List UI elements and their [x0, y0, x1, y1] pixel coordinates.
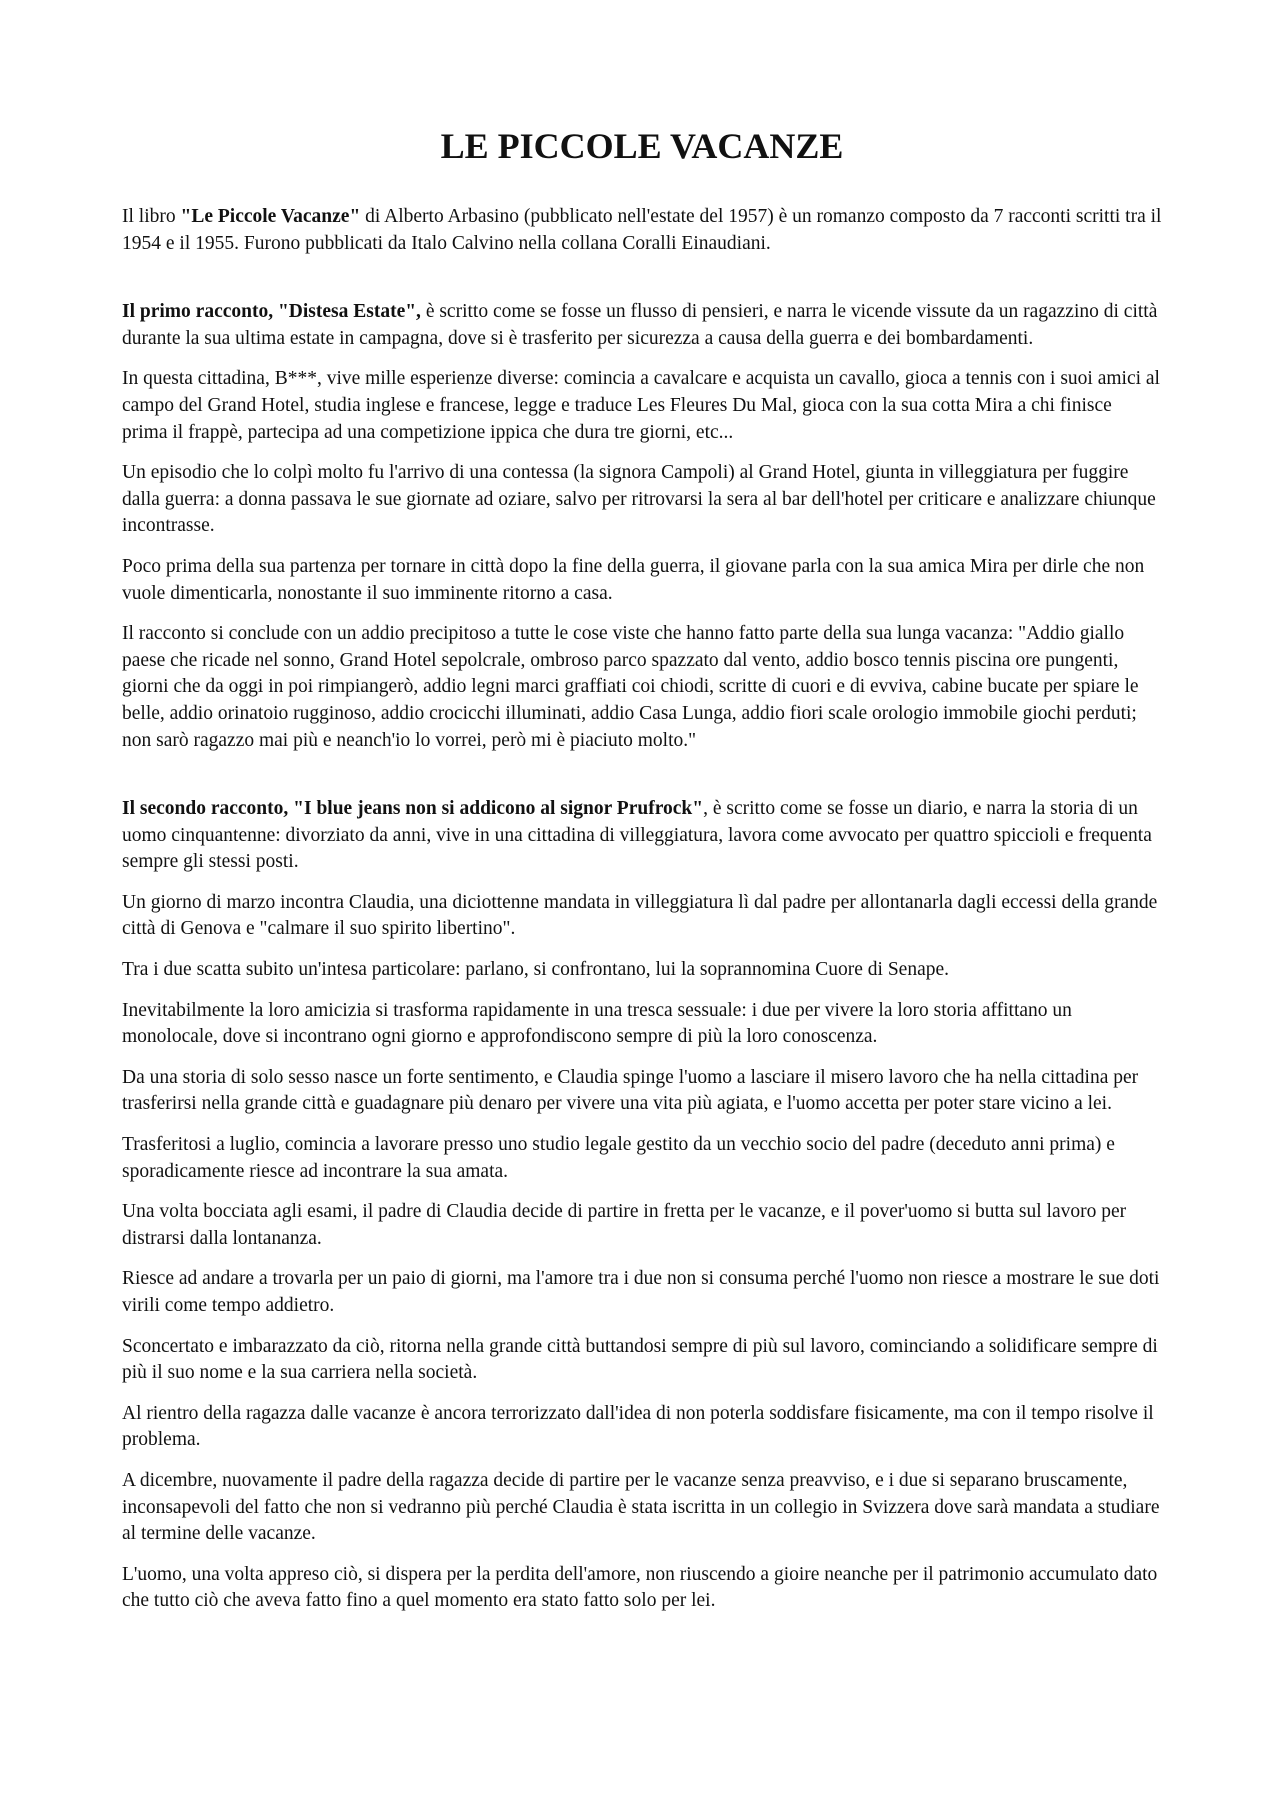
book-title-bold: "Le Piccole Vacanze" — [180, 206, 361, 227]
intro-paragraph — [122, 204, 1162, 257]
section1-lead-bold: Il primo racconto, "Distesa Estate", — [122, 301, 421, 323]
section1-paragraph: Poco prima della sua partenza per tornare in città dopo la fine della guerra, il giovane parla con la sua amica Mira per dirle che non vuole dimenticarla, nonostante il suo imminente ritorno a casa. — [122, 555, 1145, 604]
section1-paragraph: Il racconto si conclude con un addio precipitoso a tutte le cose viste che hanno fatto parte della sua lunga vacanza: "Addio giallo paese che ricade nel sonno, Grand Hotel sepolcrale, ombroso parco spazzato dal vento, addio bosco tennis piscina ore pungenti, giorni che da oggi in poi rimpiangerò, addio legni marci graffiati coi chiodi, scritte di cuori e di evviva, cabine bucate per spiare le belle, addio orinatoio rugginoso, addio crocicchi illuminati, addio Casa Lunga, addio fiori scale orologio immobile giochi perduti; non sarò ragazzo mai più e neanch'io lo vorrei, però mi è piaciuto molto." — [122, 623, 1139, 751]
intro-text-rest: di Alberto Arbasino (pubblicato nell'estate del 1957) è un romanzo composto da 7 racconti scritti tra il 1954 e il 1955. Furono pubblicati da Italo Calvino nella collana Coralli Einaudiani. — [122, 206, 1162, 254]
section2-paragraph: Al rientro della ragazza dalle vacanze è ancora terrorizzato dall'idea di non poterla soddisfare fisicamente, ma con il tempo risolve il problema. — [122, 1402, 1154, 1451]
document-title: LE PICCOLE VACANZE — [440, 126, 844, 166]
section2-paragraph: Una volta bocciata agli esami, il padre di Claudia decide di partire in fretta per le vacanze, e il pover'uomo si butta sul lavoro per distrarsi dalla lontananza. — [122, 1201, 1127, 1249]
section2-paragraph: Tra i due scatta subito un'intesa particolare: parlano, si confrontano, lui la soprannomina Cuore di Senape. — [122, 959, 949, 981]
section2-paragraph: Riesce ad andare a trovarla per un paio di giorni, ma l'amore tra i due non si consuma perché l'uomo non riesce a mostrare le sue doti virili come tempo addietro. — [122, 1268, 1160, 1316]
section2-lead-paragraph — [122, 796, 1162, 876]
section2-lead-bold: Il secondo racconto, "I blue jeans non si addicono al signor Prufrock" — [122, 798, 704, 820]
section2-paragraph: Inevitabilmente la loro amicizia si trasforma rapidamente in una tresca sessuale: i due per vivere la loro storia affittano un monolocale, dove si incontrano ogni giorno e approfondiscono sempre di più la loro conoscenza. — [122, 999, 1072, 1048]
section2-paragraph: Da una storia di solo sesso nasce un forte sentimento, e Claudia spinge l'uomo a lasciare il misero lavoro che ha nella cittadina per trasferirsi nella grande città e guadagnare più denaro per vivere una vita più agiata, e l'uomo accetta per poter stare vicino a lei. — [122, 1066, 1139, 1115]
section1-lead-paragraph — [122, 299, 1162, 352]
section2-paragraph: A dicembre, nuovamente il padre della ragazza decide di partire per le vacanze senza preavviso, e i due si separano bruscamente, inconsapevoli del fatto che non si vedranno più perché Claudia è stata iscritta in un collegio in Svizzera dove sarà mandata a studiare al termine delle vacanze. — [122, 1469, 1160, 1545]
document-body — [122, 204, 1162, 1629]
section2-paragraph: Trasferitosi a luglio, comincia a lavorare presso uno studio legale gestito da un vecchio socio del padre (deceduto anni prima) e sporadicamente riesce ad incontrare la sua amata. — [122, 1134, 1115, 1182]
section1-paragraph: Un episodio che lo colpì molto fu l'arrivo di una contessa (la signora Campoli) al Grand Hotel, giunta in villeggiatura per fuggire dalla guerra: a donna passava le sue giornate ad oziare, salvo per ritrovarsi la sera al bar dell'hotel per criticare e analizzare chiunque incontrasse. — [122, 462, 1156, 537]
section2-paragraph: Sconcertato e imbarazzato da ciò, ritorna nella grande città buttandosi sempre di più sul lavoro, cominciando a solidificare sempre di più il suo nome e la sua carriera nella società. — [122, 1335, 1158, 1384]
section2-paragraph: L'uomo, una volta appreso ciò, si dispera per la perdita dell'amore, non riuscendo a gioire neanche per il patrimonio accumulato dato che tutto ciò che aveva fatto fino a quel momento era stato fatto solo per lei. — [122, 1563, 1158, 1612]
section2-paragraph: Un giorno di marzo incontra Claudia, una diciottenne mandata in villeggiatura lì dal padre per allontanarla dagli eccessi della grande città di Genova e "calmare il suo spirito libertino". — [122, 891, 1158, 940]
section2-lead-text: , è scritto come se fosse un diario, e narra la storia di un uomo cinquantenne: divorziato da anni, vive in una cittadina di villeggiatura, lavora come avvocato per quattro spiccioli e frequenta sempre gli stessi posti. — [122, 798, 1152, 873]
section1-lead-text: è scritto come se fosse un flusso di pensieri, e narra le vicende vissute da un ragazzino di città durante la sua ultima estate in campagna, dove si è trasferito per sicurezza a causa della guerra e dei bombardamenti. — [122, 301, 1158, 349]
section1-paragraph: In questa cittadina, B***, vive mille esperienze diverse: comincia a cavalcare e acquista un cavallo, gioca a tennis con i suoi amici al campo del Grand Hotel, studia inglese e francese, legge e traduce Les Fleures Du Mal, gioca con la sua cotta Mira a chi finisce prima il frappè, partecipa ad una competizione ippica che dura tre giorni, etc... — [122, 368, 1160, 443]
intro-text-start: Il libro — [122, 206, 181, 227]
